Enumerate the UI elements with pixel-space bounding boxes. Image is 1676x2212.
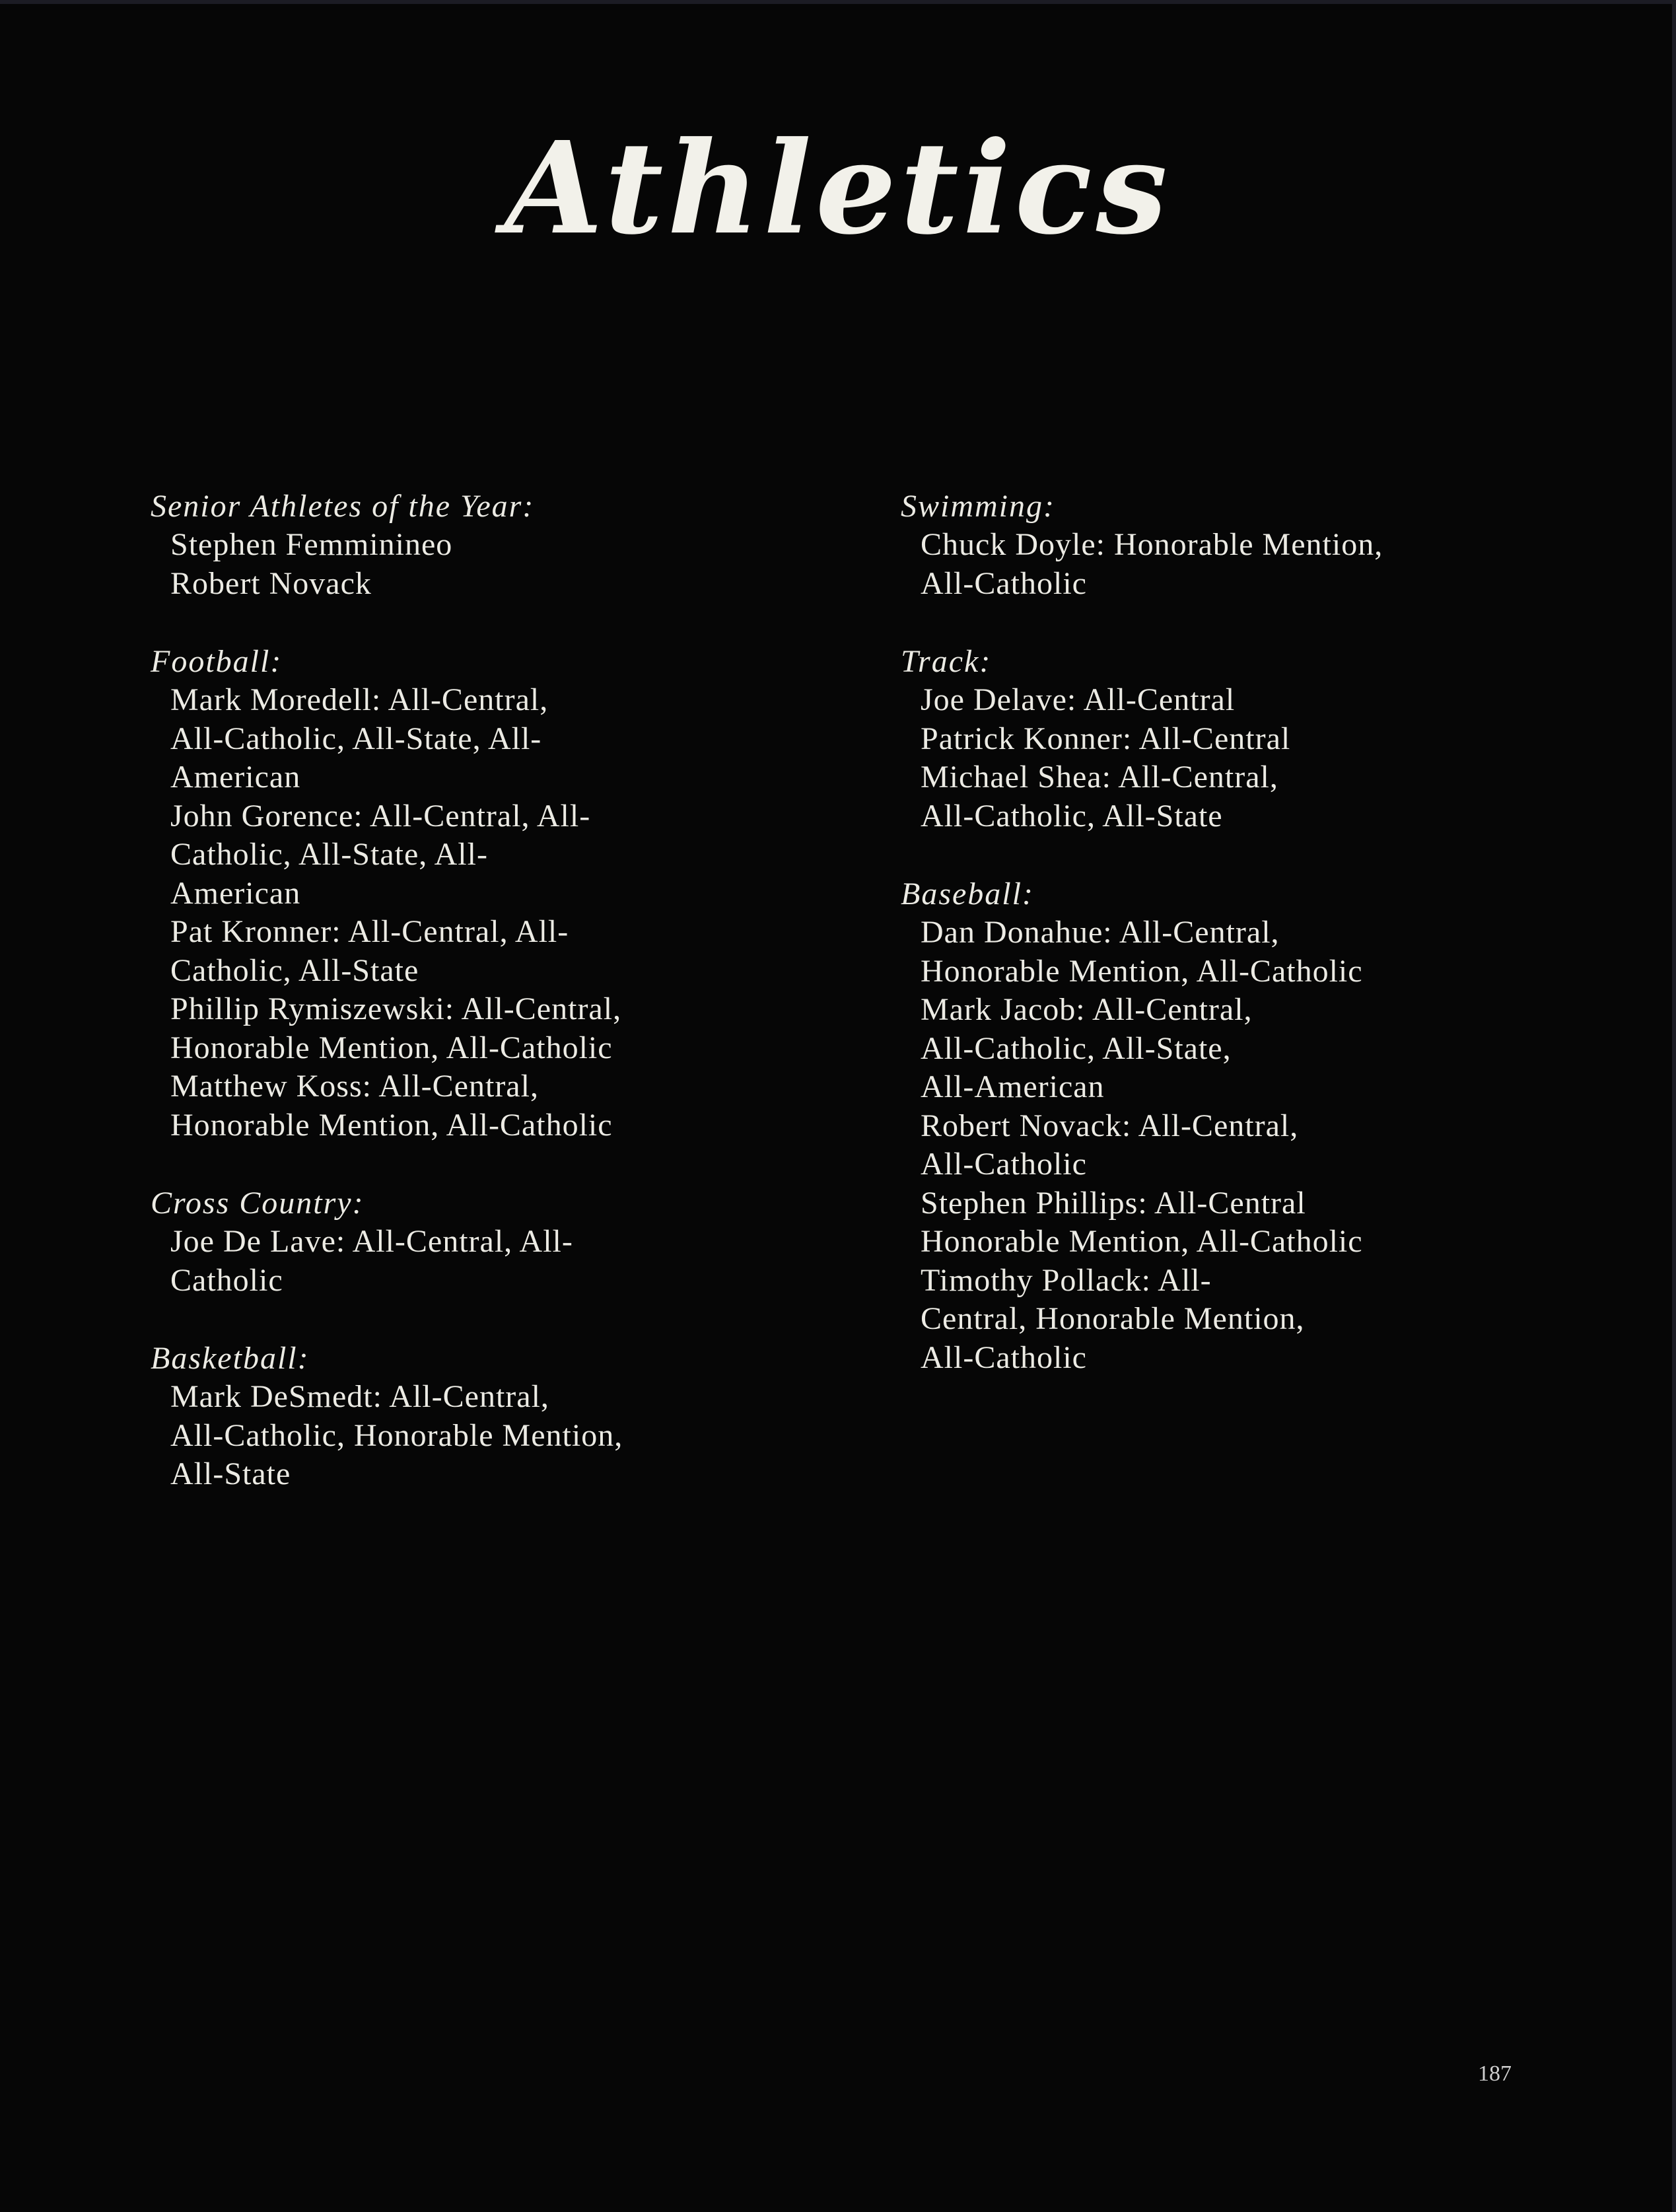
athlete-entry <box>901 526 1561 603</box>
athlete-entry <box>901 758 1561 836</box>
athlete-entry <box>151 797 811 913</box>
honor-line: American <box>170 760 301 795</box>
athlete-name-line: Chuck Doyle: Honorable Mention, <box>921 527 1383 562</box>
athlete-name-line: John Gorence: All-Central, All- <box>170 798 591 834</box>
athlete-name-line: Michael Shea: All-Central, <box>921 760 1278 795</box>
athlete-entry <box>151 526 811 565</box>
award-section <box>151 1184 811 1300</box>
honor-line: All-Catholic <box>921 565 1087 601</box>
athlete-entry <box>151 681 811 797</box>
section-heading: Football: <box>151 644 283 679</box>
athlete-name-line: Mark Moredell: All-Central, <box>170 682 549 717</box>
athlete-name-line: Phillip Rymiszewski: All-Central, <box>170 991 622 1026</box>
section-heading: Baseball: <box>901 876 1034 911</box>
honor-line: All-Catholic <box>921 1147 1087 1182</box>
athlete-name-line: Patrick Konner: All-Central <box>921 721 1291 756</box>
page-title: Athletics <box>505 114 1171 263</box>
honor-line: All-Catholic, All-State, All- <box>170 721 542 756</box>
honor-line: All-Catholic, All-State <box>921 798 1223 834</box>
section-heading: Track: <box>901 644 992 679</box>
athlete-name-line: Stephen Femminineo <box>170 527 453 562</box>
athlete-name-line: Robert Novack: All-Central, <box>921 1108 1299 1143</box>
athlete-name-line: Mark DeSmedt: All-Central, <box>170 1379 549 1414</box>
athlete-entry <box>151 1378 811 1494</box>
award-section <box>151 1339 811 1494</box>
athlete-name-line: Robert Novack <box>170 565 372 601</box>
athlete-name-line: Stephen Phillips: All-Central <box>921 1185 1306 1221</box>
athlete-entry <box>901 1107 1561 1184</box>
award-section <box>151 487 811 603</box>
athlete-entry <box>901 1184 1561 1262</box>
scan-edge-top <box>0 0 1676 4</box>
athlete-entry <box>901 991 1561 1107</box>
honor-line: All-Catholic, All-State, <box>921 1030 1232 1066</box>
athlete-entry <box>901 681 1561 720</box>
left-column <box>151 487 811 1534</box>
section-heading: Senior Athletes of the Year: <box>151 489 535 524</box>
honor-line: Honorable Mention, All-Catholic <box>921 1224 1363 1259</box>
athlete-entry <box>151 1067 811 1145</box>
award-section <box>901 875 1561 1377</box>
athlete-entry <box>901 720 1561 759</box>
section-heading: Basketball: <box>151 1341 310 1376</box>
right-column <box>901 487 1561 1417</box>
athlete-name-line: Timothy Pollack: All- <box>921 1262 1212 1298</box>
honor-line: All-State <box>170 1456 291 1491</box>
athlete-name-line: Dan Donahue: All-Central, <box>921 915 1280 950</box>
honor-line: Honorable Mention, All-Catholic <box>921 953 1363 989</box>
honor-line: Honorable Mention, All-Catholic <box>170 1030 613 1065</box>
page-number: 187 <box>1478 2061 1512 2086</box>
award-section <box>151 643 811 1145</box>
athlete-name-line: Pat Kronner: All-Central, All- <box>170 914 569 949</box>
honor-line: Catholic, All-State <box>170 952 419 988</box>
athlete-name-line: Joe Delave: All-Central <box>921 682 1236 717</box>
honor-line: Central, Honorable Mention, <box>921 1301 1305 1336</box>
athlete-name-line: Mark Jacob: All-Central, <box>921 992 1253 1027</box>
award-section <box>901 487 1561 603</box>
scan-edge-right <box>1672 0 1676 2212</box>
athlete-entry <box>151 913 811 990</box>
honor-line: Catholic <box>170 1262 283 1298</box>
athlete-entry <box>151 565 811 604</box>
athlete-name-line: Joe De Lave: All-Central, All- <box>170 1224 573 1259</box>
athlete-entry <box>901 1262 1561 1378</box>
section-heading: Swimming: <box>901 489 1055 524</box>
athlete-entry <box>151 1223 811 1300</box>
honor-line: American <box>170 875 301 911</box>
honor-line: All-Catholic, Honorable Mention, <box>170 1417 623 1453</box>
honor-line: Honorable Mention, All-Catholic <box>170 1107 613 1143</box>
honor-line: All-American <box>921 1069 1105 1104</box>
award-section <box>901 643 1561 836</box>
athlete-entry <box>901 913 1561 991</box>
section-heading: Cross Country: <box>151 1186 365 1221</box>
honor-line: All-Catholic <box>921 1339 1087 1375</box>
athlete-entry <box>151 990 811 1067</box>
honor-line: Catholic, All-State, All- <box>170 837 488 872</box>
athlete-name-line: Matthew Koss: All-Central, <box>170 1069 539 1104</box>
